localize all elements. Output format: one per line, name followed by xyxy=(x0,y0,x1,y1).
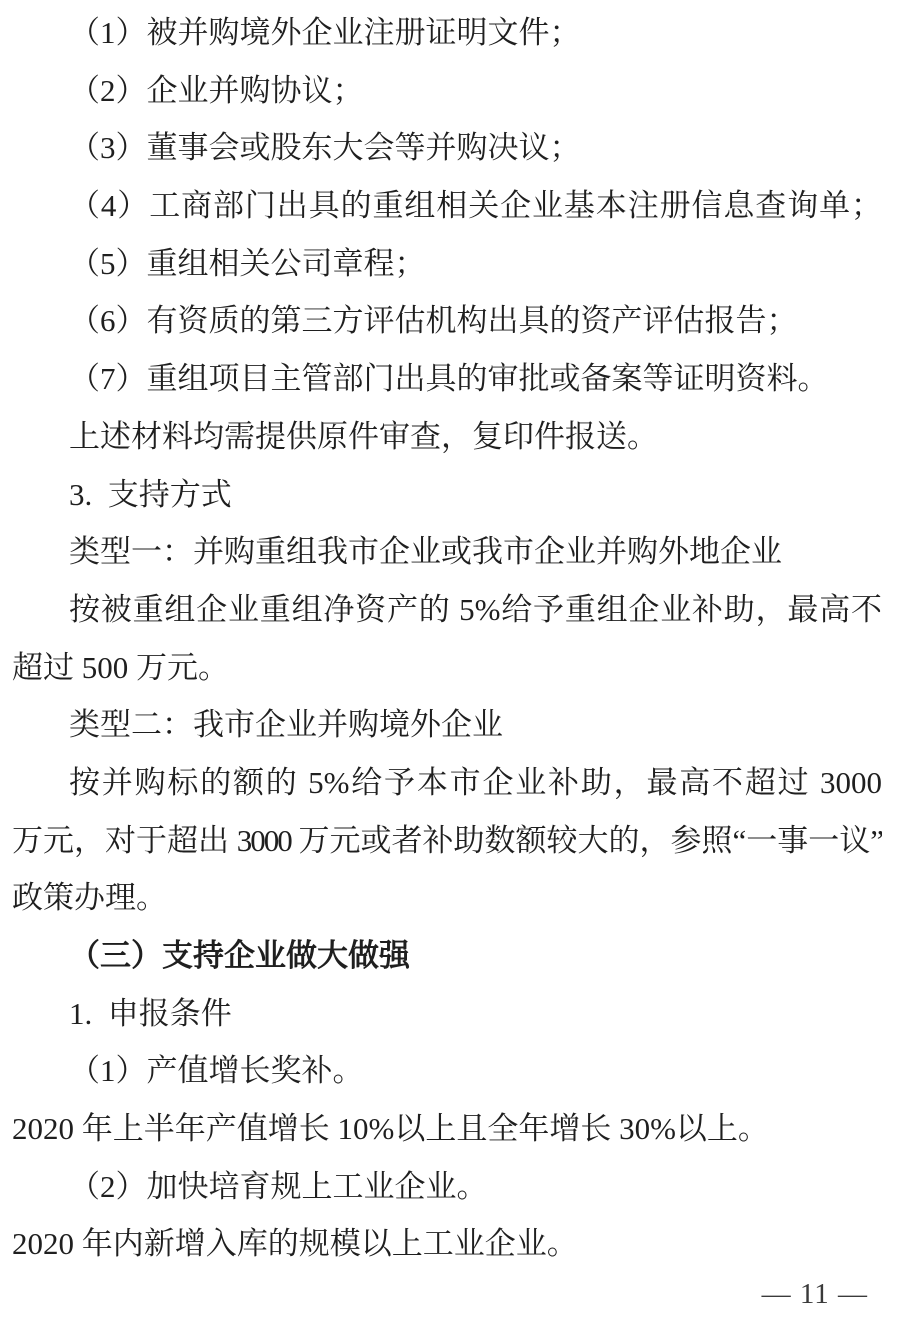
document-line: （1）产值增长奖补。 xyxy=(69,1053,364,1089)
document-line: 超过 500 万元。 xyxy=(12,649,229,685)
document-body xyxy=(12,4,882,1273)
page-number: — 11 — xyxy=(761,1278,868,1310)
document-line: 政策办理。 xyxy=(12,880,167,916)
document-line: （5）重组相关公司章程； xyxy=(69,245,426,281)
page-footer xyxy=(762,1274,868,1314)
document-line: 2020 年上半年产值增长 10%以上且全年增长 30%以上。 xyxy=(12,1111,769,1147)
document-line: 1. 申报条件 xyxy=(69,995,232,1031)
document-line: 类型一：并购重组我市企业或我市企业并购外地企业 xyxy=(69,534,782,570)
document-line: （3）董事会或股东大会等并购决议； xyxy=(69,130,581,166)
document-line: 上述材料均需提供原件审查，复印件报送。 xyxy=(69,418,658,454)
document-line: （2）加快培育规上工业企业。 xyxy=(69,1168,488,1204)
document-line: 2020 年内新增入库的规模以上工业企业。 xyxy=(12,1226,578,1262)
document-line: 万元，对于超出 3000 万元或者补助数额较大的，参照“一事一议” xyxy=(12,822,882,858)
document-line: （4）工商部门出具的重组相关企业基本注册信息查询单； xyxy=(69,188,882,224)
document-line: 按被重组企业重组净资产的 5%给予重组企业补助，最高不 xyxy=(69,591,882,627)
document-line: （三）支持企业做大做强 xyxy=(69,938,410,973)
document-line: （2）企业并购协议； xyxy=(69,72,364,108)
document-line: 类型二：我市企业并购境外企业 xyxy=(69,707,503,743)
document-line: （1）被并购境外企业注册证明文件； xyxy=(69,15,581,50)
document-line: （6）有资质的第三方评估机构出具的资产评估报告； xyxy=(69,303,798,339)
document-line: 3. 支持方式 xyxy=(69,476,232,512)
document-line: （7）重组项目主管部门出具的审批或备案等证明资料。 xyxy=(69,361,829,397)
document-line: 按并购标的额的 5%给予本市企业补助，最高不超过 3000 xyxy=(69,764,882,800)
